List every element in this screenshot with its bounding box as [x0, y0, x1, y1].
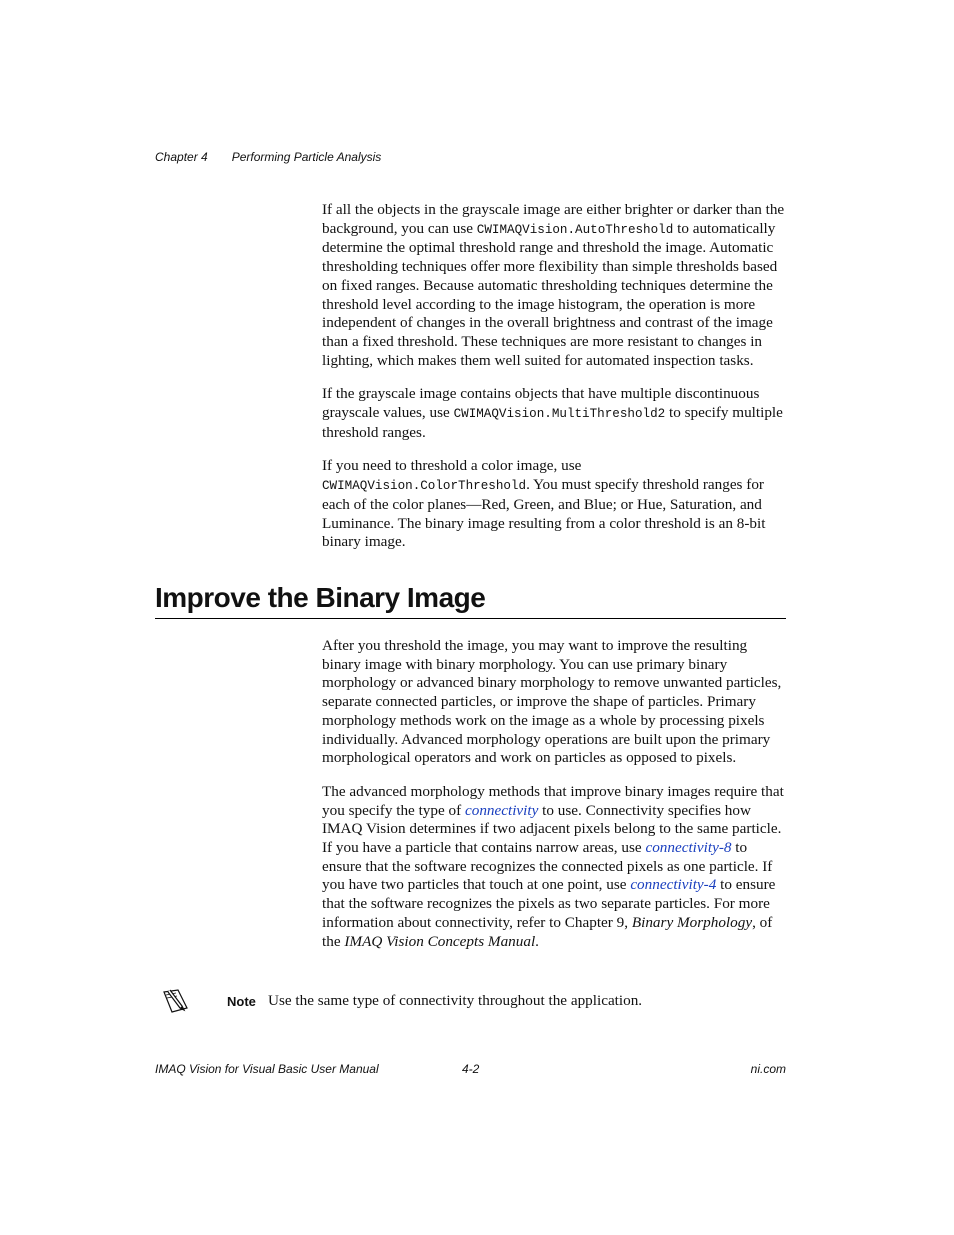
note-pencil-icon	[160, 986, 190, 1016]
paragraph-connectivity: The advanced morphology methods that improve binary images require that you specify the type of connectivity to use. Connectivity specifies how IMAQ Vision determines if two adjacent pixels belong to the same particle. If you have a particle that contains narrow areas, use connectivity-8 to ensure that the software recognizes the connected pixels as one particle. If you have two particles that touch at one point, use connectivity-4 to ensure that the software recognizes the pixels as two separate particles. For more information about connectivity, refer to Chapter 9, Binary Morphology, of the IMAQ Vision Concepts Manual.	[322, 782, 784, 950]
code-autothreshold: CWIMAQVision.AutoThreshold	[476, 222, 674, 237]
link-connectivity-4[interactable]: connectivity-4	[630, 876, 717, 894]
ref-binary-morphology: Binary Morphology	[631, 913, 753, 931]
footer-site: ni.com	[750, 1062, 786, 1076]
section-threshold-text	[322, 201, 786, 567]
code-multithreshold: CWIMAQVision.MultiThreshold2	[453, 407, 666, 422]
paragraph-colorthreshold: If you need to threshold a color image, use CWIMAQVision.ColorThreshold. You must specify threshold ranges for each of the color planes—Red, Green, and Blue; or Hue, Saturation, and Luminance. The binary image resulting from a color threshold is an 8-bit binary image.	[322, 457, 766, 551]
note-callout	[160, 986, 786, 1016]
footer-manual: IMAQ Vision for Visual Basic User Manual	[155, 1062, 379, 1076]
footer-page-number: 4-2	[462, 1062, 480, 1076]
section-binary-text	[322, 637, 786, 966]
paragraph-morphology: After you threshold the image, you may want to improve the resulting binary image with binary morphology. You can use primary binary morphology or advanced binary morphology to remove unwanted particles, separate connected particles, or improve the shape of particles. Primary morphology methods work on the image as a whole by processing pixels individually. Advanced morphology operations are built upon the primary morphological operators and work on particles as opposed to pixels.	[322, 637, 782, 767]
running-header	[155, 150, 381, 164]
header-chapter: Chapter 4	[155, 150, 208, 164]
note-label: Note	[227, 994, 256, 1009]
note-text: Use the same type of connectivity throughout the application.	[268, 992, 643, 1009]
header-title: Performing Particle Analysis	[231, 150, 382, 164]
paragraph-autothreshold: If all the objects in the grayscale image are either brighter or darker than the background, you can use CWIMAQVision.AutoThreshold to automatically determine the optimal threshold range and threshold the image. Automatic thresholding techniques offer more flexibility than simple thresholds based on fixed ranges. Because automatic thresholding techniques determine the threshold level according to the image histogram, the operation is more independent of changes in the overall brightness and contrast of the image than a fixed threshold. These techniques are more resistant to changes in lighting, which makes them well suited for automated inspection tasks.	[322, 201, 785, 369]
paragraph-multithreshold: If the grayscale image contains objects that have multiple discontinuous grayscale values, use CWIMAQVision.MultiThreshold2 to specify multiple threshold ranges.	[322, 385, 783, 441]
link-connectivity[interactable]: connectivity	[464, 801, 539, 819]
code-colorthreshold: CWIMAQVision.ColorThreshold	[322, 479, 527, 494]
ref-concepts-manual: IMAQ Vision Concepts Manual	[344, 932, 536, 950]
section-heading: Improve the Binary Image	[155, 582, 786, 619]
link-connectivity-8[interactable]: connectivity-8	[645, 839, 732, 857]
